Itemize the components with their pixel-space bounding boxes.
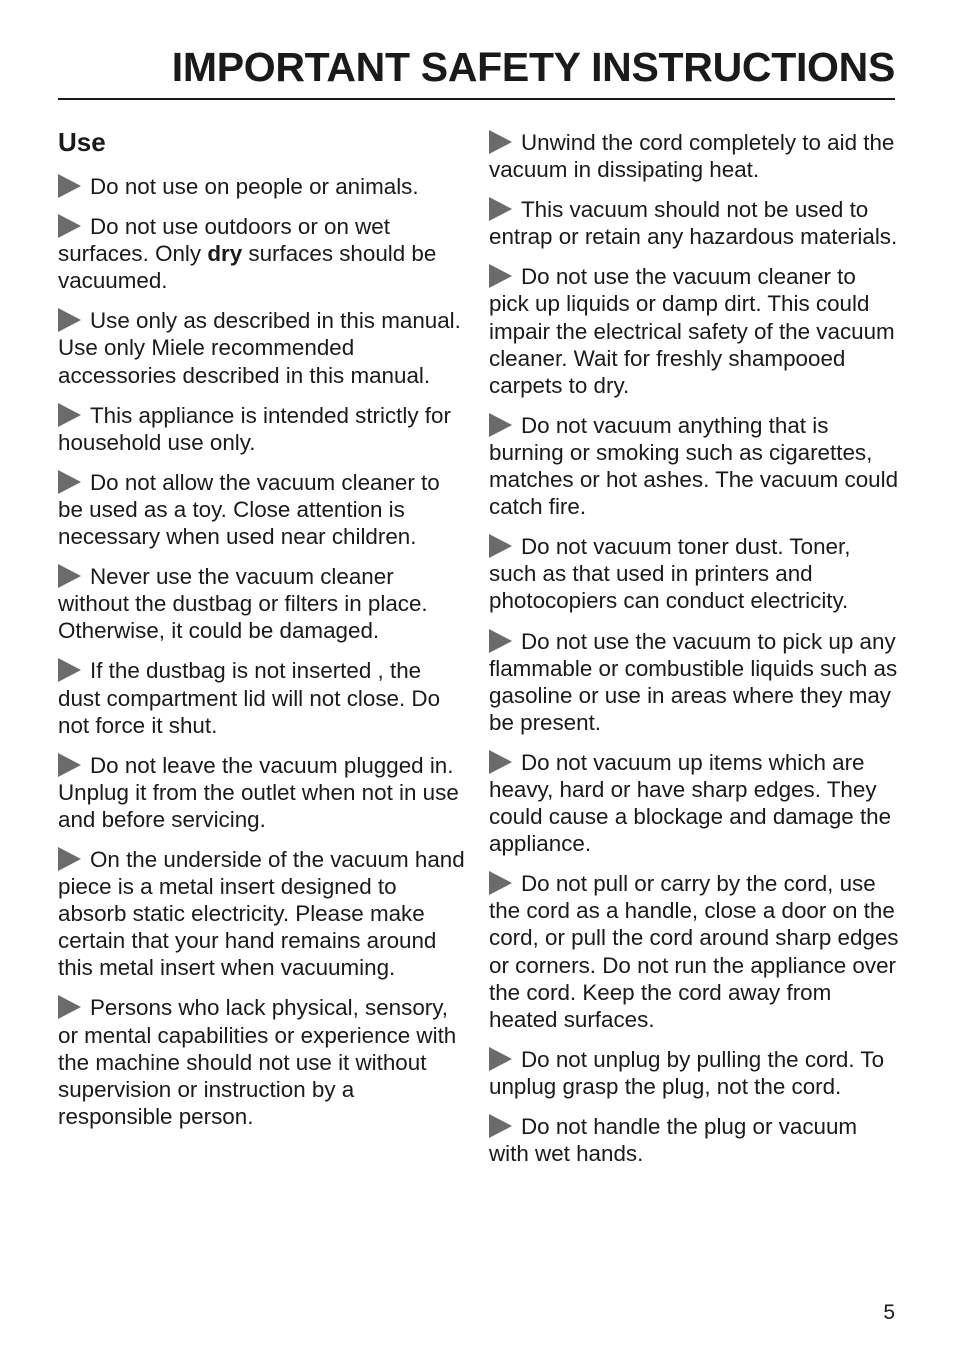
instruction-text: On the underside of the vacuum hand piece is a metal insert designed to absorb static electricity. Please make certain that your hand remains around this metal insert when vacuuming. [58, 846, 465, 981]
instruction-item [489, 263, 899, 398]
triangle-right-icon [489, 130, 512, 154]
instruction-text: Do not pull or carry by the cord, use the cord as a handle, close a door on the cord, or pull the cord around sharp edges or corners. Do not run the appliance over the cord. Keep the cord away from heated surfaces. [489, 871, 899, 1032]
instruction-text: This appliance is intended strictly for household use only. [58, 402, 451, 455]
triangle-right-icon [489, 1114, 512, 1138]
triangle-right-icon [58, 564, 81, 588]
triangle-right-icon [58, 847, 81, 871]
instruction-item [58, 213, 468, 294]
instruction-text: Persons who lack physical, sensory, or mental capabilities or experience with the machine should not use it without supervision or instruction by a responsible person. [58, 995, 457, 1129]
instruction-text: Unwind the cord completely to aid the vacuum in dissipating heat. [489, 130, 895, 183]
instruction-item [58, 173, 468, 200]
instruction-text: Do not unplug by pulling the cord. To unplug grasp the plug, not the cord. [489, 1046, 885, 1099]
instruction-text: If the dustbag is not inserted , the dust compartment lid will not close. Do not force it shut. [58, 658, 441, 738]
triangle-right-icon [489, 750, 512, 774]
instruction-item [489, 533, 899, 614]
triangle-right-icon [489, 264, 512, 288]
instruction-text: Do not use outdoors or on wet surfaces. Only [58, 214, 390, 267]
instruction-text: Use only as described in this manual. Use only Miele recommended accessories described in this manual. [58, 308, 461, 388]
triangle-right-icon [58, 308, 81, 332]
triangle-right-icon [489, 197, 512, 221]
header-rule [58, 98, 895, 100]
page-title: IMPORTANT SAFETY INSTRUCTIONS [171, 44, 895, 90]
triangle-right-icon [58, 174, 81, 198]
triangle-right-icon [489, 1047, 512, 1071]
instruction-text: This vacuum should not be used to entrap or retain any hazardous materials. [489, 197, 898, 250]
instruction-text: Do not use the vacuum to pick up any flammable or combustible liquids such as gasoline or use in areas where they may be present. [489, 628, 898, 735]
instruction-text: Do not leave the vacuum plugged in. Unplug it from the outlet when not in use and before servicing. [58, 752, 459, 832]
triangle-right-icon [489, 413, 512, 437]
instruction-item [58, 307, 468, 388]
instruction-item [489, 129, 899, 183]
instruction-item [58, 402, 468, 456]
instruction-item [489, 412, 899, 520]
emphasis-text: dry [207, 241, 243, 267]
instruction-item [489, 628, 899, 736]
section-heading: Use [58, 127, 106, 157]
instruction-text: Do not handle the plug or vacuum with wet hands. [489, 1114, 858, 1167]
instruction-item [58, 563, 468, 644]
instruction-text: Do not vacuum anything that is burning or smoking such as cigarettes, matches or hot ashes. The vacuum could catch fire. [489, 412, 899, 520]
instruction-item [489, 1113, 899, 1167]
triangle-right-icon [58, 403, 81, 427]
instruction-item [58, 846, 468, 981]
instruction-item [489, 749, 899, 857]
triangle-right-icon [489, 871, 512, 895]
instruction-item [489, 1046, 899, 1100]
triangle-right-icon [489, 629, 512, 653]
instruction-text: Do not use the vacuum cleaner to pick up liquids or damp dirt. This could impair the electrical safety of the vacuum cleaner. Wait for freshly shampooed carpets to dry. [489, 264, 895, 398]
triangle-right-icon [58, 753, 81, 777]
instruction-text: Do not vacuum toner dust. Toner, such as that used in printers and photocopiers can conduct electricity. [489, 534, 851, 614]
instruction-text: Never use the vacuum cleaner without the dustbag or filters in place. Otherwise, it could be damaged. [58, 564, 428, 644]
instruction-item [58, 994, 468, 1129]
instruction-text: Do not allow the vacuum cleaner to be used as a toy. Close attention is necessary when used near children. [58, 469, 440, 550]
instruction-text: Do not vacuum up items which are heavy, hard or have sharp edges. They could cause a blockage and damage the appliance. [489, 749, 892, 857]
right-column [489, 129, 899, 1180]
triangle-right-icon [58, 995, 81, 1019]
instruction-item [489, 870, 899, 1033]
page-number: 5 [883, 1301, 895, 1324]
instruction-text: Do not use on people or animals. [90, 174, 419, 199]
page-header [58, 40, 895, 100]
instruction-item [58, 752, 468, 833]
triangle-right-icon [58, 658, 81, 682]
left-column [58, 125, 468, 1143]
triangle-right-icon [58, 214, 81, 238]
instruction-item [58, 469, 468, 550]
instruction-text: surfaces should be vacuumed. [58, 241, 437, 294]
triangle-right-icon [58, 470, 81, 494]
instruction-item [489, 196, 899, 250]
instruction-item [58, 657, 468, 738]
triangle-right-icon [489, 534, 512, 558]
